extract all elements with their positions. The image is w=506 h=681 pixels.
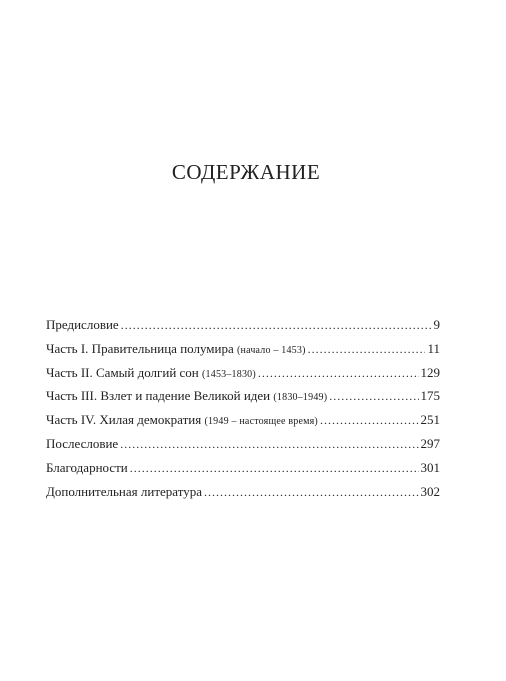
toc-entry-part-4[interactable] <box>46 408 440 432</box>
dot-leader <box>130 457 419 481</box>
toc-entry-label: Благодарности <box>46 459 128 475</box>
dot-leader <box>329 385 418 409</box>
toc-entry-part-2[interactable] <box>46 361 440 385</box>
page-title: СОДЕРЖАНИЕ <box>171 160 321 184</box>
toc-entry-period: (1830–1949) <box>273 392 328 404</box>
dot-leader <box>204 481 419 505</box>
toc-entry-label: Часть II. Самый долгий сон (1453–1830) <box>46 364 256 380</box>
dot-leader <box>120 433 418 457</box>
dot-leader <box>308 338 426 362</box>
dot-leader <box>121 314 432 338</box>
toc-page-number: 175 <box>420 388 440 404</box>
toc-page-number: 129 <box>420 364 440 380</box>
toc-entry-label: Часть IV. Хилая демократия (1949 – настоящее время) <box>46 412 318 428</box>
toc-page-number: 9 <box>433 317 440 332</box>
toc-entry-part-3[interactable] <box>46 384 440 408</box>
toc-page-number: 11 <box>427 340 440 356</box>
toc-page-number: 251 <box>420 412 440 428</box>
toc-entry-part-1[interactable] <box>46 337 440 361</box>
toc-entry-period: (1453–1830) <box>202 368 256 380</box>
toc-entry-period: (1949 – настоящее время) <box>204 416 318 428</box>
toc-entry-label: Послесловие <box>46 435 119 451</box>
toc-entry-acknowledgements[interactable] <box>46 456 440 480</box>
table-of-contents <box>46 313 440 503</box>
toc-entry-label: Дополнительная литература <box>46 483 202 499</box>
toc-entry-label: Часть I. Правительница полумира (начало – 1453) <box>46 340 306 356</box>
toc-entry-afterword[interactable] <box>46 432 440 456</box>
toc-entry-further-reading[interactable] <box>46 480 440 504</box>
dot-leader <box>258 362 419 386</box>
toc-page-number: 302 <box>420 483 440 499</box>
toc-entry-label: Предисловие <box>46 317 119 332</box>
toc-entry-period: (начало – 1453) <box>237 344 306 356</box>
toc-entry-label: Часть III. Взлет и падение Великой идеи (1830–1949) <box>46 388 328 404</box>
dot-leader <box>320 409 419 433</box>
toc-page-number: 301 <box>420 459 440 475</box>
toc-entry-preface[interactable] <box>46 313 440 337</box>
toc-page-number: 297 <box>420 435 440 451</box>
